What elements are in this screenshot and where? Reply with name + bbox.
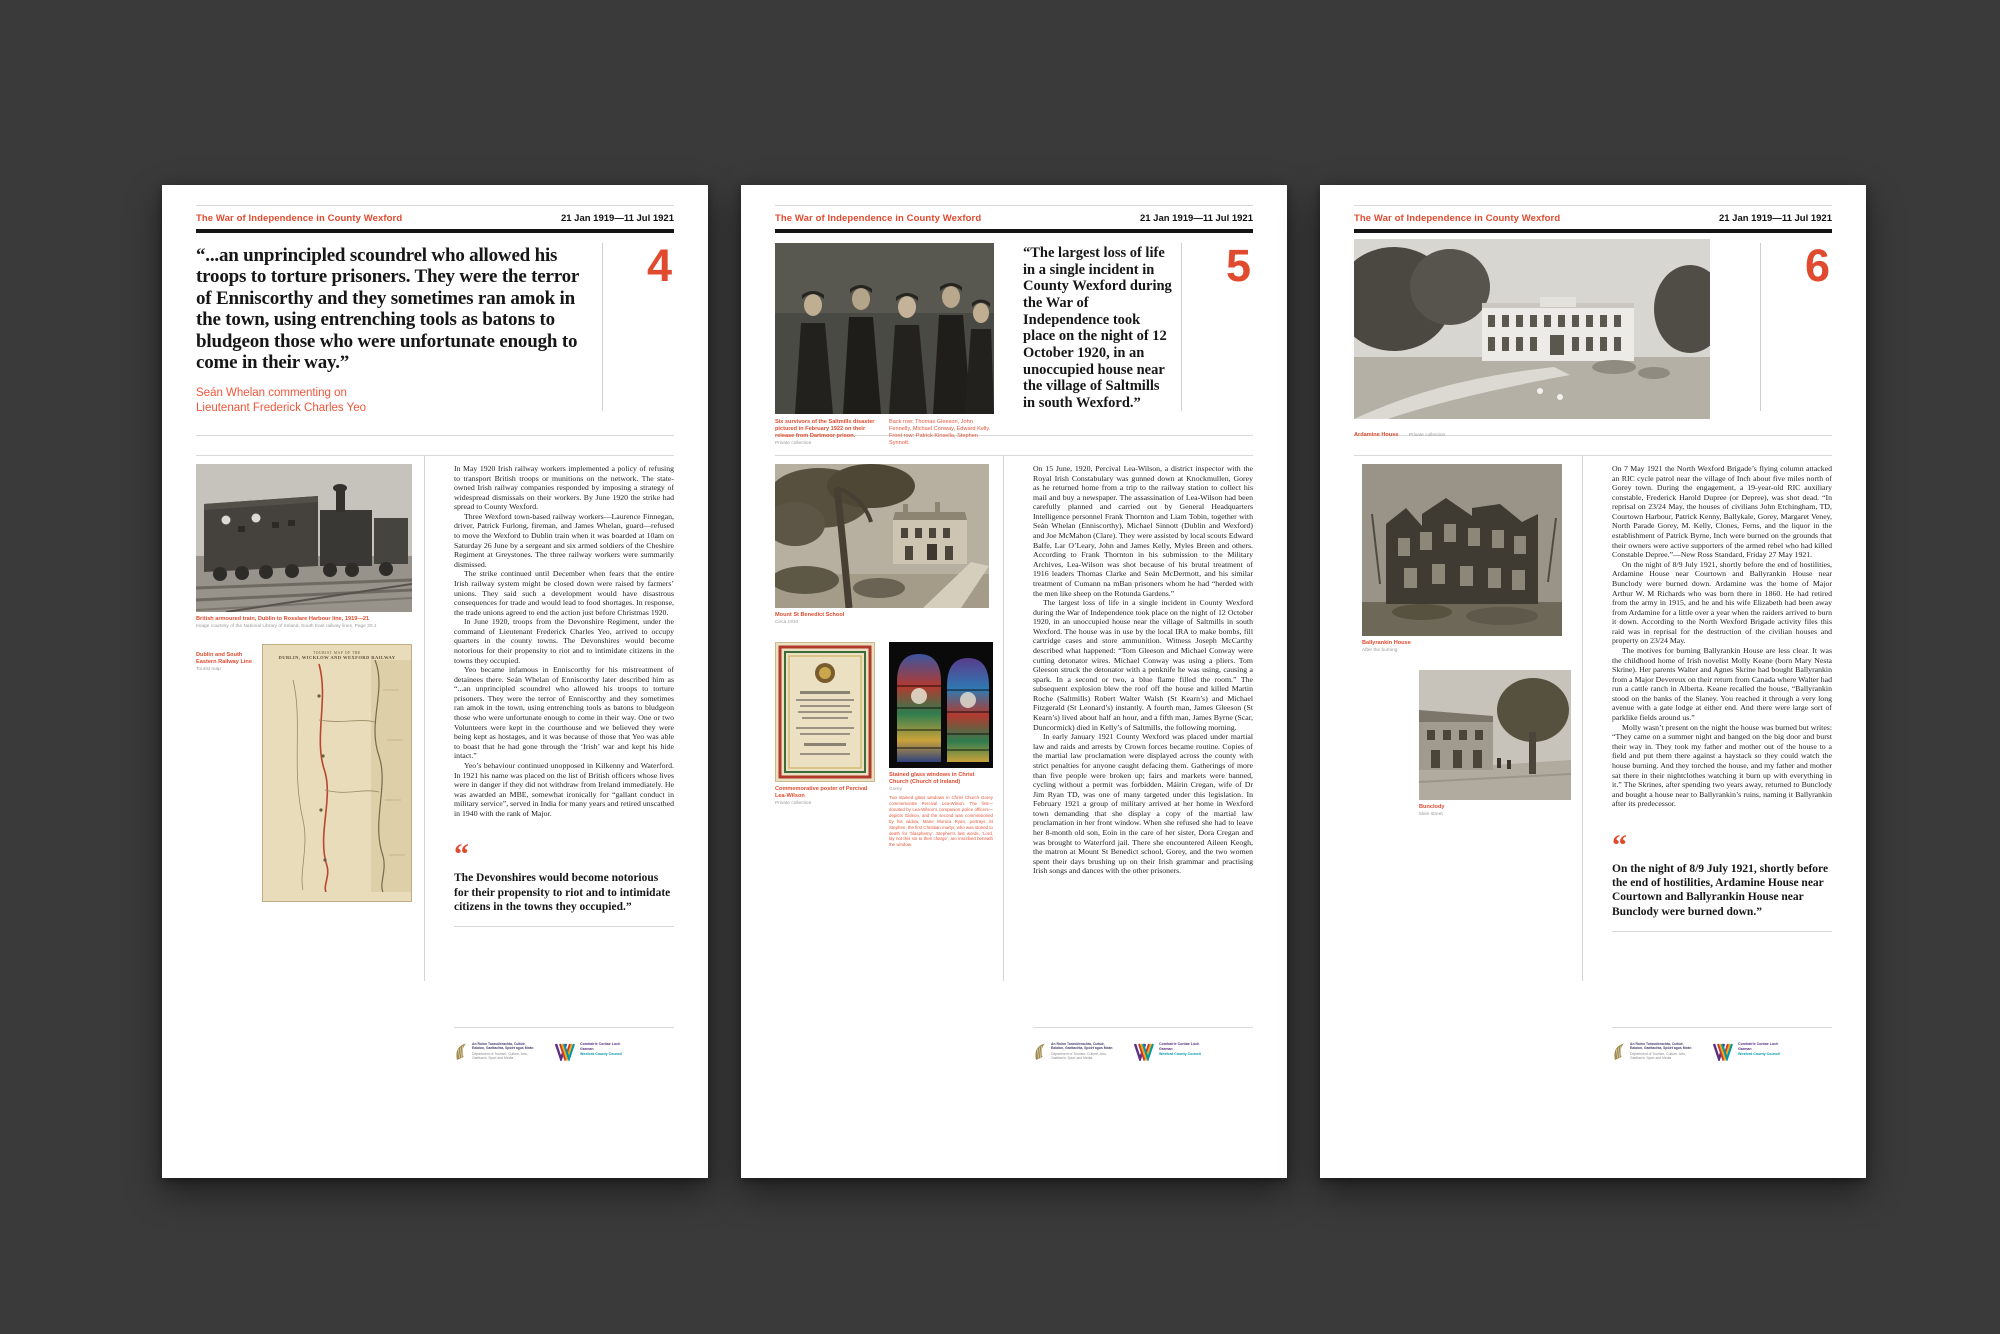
glass-caption: Stained glass windows in Christ Church (Church of Ireland): [889, 771, 975, 785]
dept-logo-text: [1051, 1042, 1117, 1060]
map-caption-block: [196, 648, 254, 673]
tourist-map: [262, 644, 412, 902]
train-caption: British armoured train, Dublin to Rosslare Harbour line, 1919—21: [196, 616, 370, 622]
panel-6: [1320, 185, 1866, 1178]
pull-quote: [454, 838, 674, 927]
column-divider: [1582, 456, 1583, 981]
series-dates: 21 Jan 1919—11 Jul 1921: [560, 213, 674, 224]
body-paragraph: The strike continued until December when fears that the entire Irish railway system might be closed down were raised by farmers’ unions. They said such a development would have disastrous consequences for trade and would lead to food shortages. In response, the trade unions agreed to end the action just before Christmas 1920.: [454, 569, 674, 617]
lea-wilson-poster: [775, 642, 875, 782]
pull-quote-text: On the night of 8/9 July 1921, shortly before the end of hostilities, Ardamine House near Courtown and Ballyrankin House near Bunclody were burned down.”: [1612, 862, 1829, 918]
main-content: [196, 455, 674, 1178]
map-illustration: [263, 660, 411, 892]
body-paragraph: In early January 1921 County Wexford was placed under martial law and raids and arrests by Crown forces became routine. Copies of the martial law proclamation were displayed across the county with strict penalties for anyone caught defacing them. Gatherings of more than five people were broken up; fairs and markets were banned, cycling without a permit was forbidden. Máirin Cregan, wife of Dr Jim Ryan TD, was one of many targeted under this legislation. In February 1921 a group of military arrived at her home in Wexford town demanding that she display a copy of the martial law proclamation in her front window. When she refused she had to leave her 8-month old son, Eoin in the care of her sister, Dora Cregan and was brought to Waterford jail. There she encountered Aileen Keogh, the matron at Mount St Benedict school, Gorey, and the two women spent their days brushing up on their Irish grammar and practising Irish songs and dances with the other prisoners.: [1033, 732, 1253, 876]
group-photo-illustration: [775, 243, 994, 414]
pull-quote-text: The Devonshires would become notorious for their propensity to riot and to intimidate citizens in the towns they occupied.”: [454, 872, 671, 913]
dept-logo-text: [1630, 1042, 1696, 1060]
attribution-line1: Seán Whelan commenting on: [196, 387, 347, 399]
poster-illustration: [776, 643, 874, 781]
body-paragraph: The motives for burning Ballyrankin House are less clear. It was the childhood home of Irish novelist Molly Keane (born Mary Nesta Skrine). Her parents Walter and Agnes Skrine had bought Ballyrankin from a Major Devereux on their return from Canada where Walter had run a cattle ranch in Alberta. Keane recalled the house, “Ballyrankin stood on the banks of the Slaney. You reached it through a very long avenue with a gate lodge at either end. And there were large sort of parklike fields around us.”: [1612, 645, 1832, 723]
map-caption-credit: Tourist map: [196, 666, 221, 672]
ballyrankin-ruins-photo: [1362, 464, 1562, 636]
wcc-logo-text: [1738, 1042, 1786, 1057]
street-caption-credit: Main street: [1419, 811, 1443, 817]
glass-caption-credit: Gorey: [889, 786, 903, 792]
column-divider: [1003, 456, 1004, 981]
map-title-line1: TOURIST MAP OF THE: [313, 650, 361, 655]
harp-icon: [1033, 1042, 1047, 1061]
ruins-caption-credit: After the burning: [1362, 647, 1398, 653]
ruins-caption: Ballyrankin House: [1362, 640, 1411, 646]
wcc-logo-text: [580, 1042, 628, 1057]
photo-captions: [775, 419, 994, 447]
poster-caption: Commemorative poster of Percival Lea-Wilson: [775, 785, 868, 799]
harp-icon: [454, 1042, 468, 1061]
body-paragraph: Three Wexford town-based railway workers—Laurence Finnegan, driver, Patrick Furlong, fireman, and James Whelan, guard—refused to move the Wexford to Dublin train when it was boarded at 10am on Saturday 26 June by a sergeant and six armed soldiers of the Cheshire Regiment at Greystones. The three railway workers were summarily dismissed.: [454, 511, 674, 569]
quote-divider: [1760, 243, 1761, 411]
image-column: [196, 464, 412, 902]
dept-logo: [1612, 1042, 1696, 1061]
pull-quote: [1612, 828, 1832, 932]
dept-logo-text: [472, 1042, 538, 1060]
series-title: The War of Independence in County Wexford: [775, 213, 982, 224]
street-caption: Bunclody: [1419, 803, 1445, 810]
survivors-names-caption: Back row: Thomas Gleeson, John Fennelly, Michael Conway, Edward Kelly. Front row: Patrick Kinsella, Stephen Synnott.: [889, 419, 991, 446]
bunclody-street-photo: [1419, 670, 1571, 800]
panel-number: 6: [1804, 240, 1830, 291]
dept-logo: [454, 1042, 538, 1061]
train-caption-credit: Image courtesy of the National Library of Ireland, South East railway lines, Page 30.1: [196, 623, 377, 629]
series-dates: 21 Jan 1919—11 Jul 1921: [1718, 213, 1832, 224]
quote-attribution: [196, 386, 366, 416]
column-divider: [424, 456, 425, 981]
wexford-council-logo: [1712, 1042, 1786, 1061]
quote-band: [196, 231, 674, 436]
series-dates: 21 Jan 1919—11 Jul 1921: [1139, 213, 1253, 224]
quote-band: [775, 231, 1253, 446]
series-title: The War of Independence in County Wexford: [1354, 213, 1561, 224]
lower-images-row: [775, 642, 991, 848]
quote-mark-icon: “: [454, 838, 469, 872]
body-paragraph: On 7 May 1921 the North Wexford Brigade’s flying column attacked an RIC cycle patrol near the village of Inch about five miles north of Gorey town. During the engagement, a 19-year-old RIC auxiliary constable, Frederick Harold Dupree (or Depree), was shot dead. “In reprisal on 23/24 May, the houses of civilians John Etchingham, TD, Courtown Harbour, Patrick Kenny, Ballykale, Gorey, Margaret Veney, North Parade Gorey, M. Kelly, Clones, Ferns, and the liquor in the establishment of Patrick Byrne, Inch were burned on the grounds that their owners were active supporters of the armed rebel who had killed Constable Depree.”—New Ross Standard, Friday 27 May 1921.: [1612, 464, 1832, 560]
dept-name-irish: An Roinn Turasóireachta, Cultúir, Ealaíon, Gaeltachta, Spóirt agus Meán: [1051, 1042, 1113, 1051]
street-photo-block: [1419, 670, 1571, 818]
attribution-line2: Lieutenant Frederick Charles Yeo: [196, 402, 367, 415]
stained-glass-block: [889, 642, 993, 848]
poster-block: [775, 642, 875, 848]
survivors-caption-credit: Private collection: [775, 440, 812, 446]
body-text-column: [1612, 464, 1832, 932]
main-content: [775, 455, 1253, 1178]
wexford-council-logo: [554, 1042, 628, 1061]
panel-header: [196, 205, 674, 233]
railway-map-block: [196, 644, 412, 902]
panel-footer: [1033, 1027, 1253, 1061]
series-title: The War of Independence in County Wexford: [196, 213, 403, 224]
panel-header: [1354, 205, 1832, 233]
map-title-line2: DUBLIN, WICKLOW AND WEXFORD RAILWAY: [278, 654, 396, 660]
body-text-column: [454, 464, 674, 927]
dept-name-irish: An Roinn Turasóireachta, Cultúir, Ealaíon, Gaeltachta, Spóirt agus Meán: [1630, 1042, 1692, 1051]
body-paragraph: On 15 June, 1920, Percival Lea-Wilson, a district inspector with the Royal Irish Constabulary was gunned down at Knockmullen, Gorey as he returned home from a trip to the railway station to collect his mail and buy a newspaper. The assassination of Lea-Wilson had been carefully planned and carried out by General Headquarters Intelligence personnel Frank Thornton and Liam Tobin, together with Seán Whelan (Enniscorthy), Michael Sinnott (Dublin and Wexford) and Joe McMahon (Clare). They were assisted by local scouts Edward Balfe, Lar O’Leary, John and James Kelly, Myles Breen and others. According to Frank Thornton in his submission to the Military Archives, Lea-Wilson was shot because of his brutal treatment of 1916 leaders Thomas Clarke and Seán McDermott, and his similar treatment of Cumann na mBan prisoners whom he had “herded with the men like sheep on the Rotunda Gardens.”: [1033, 464, 1253, 598]
body-paragraph: On the night of 8/9 July 1921, shortly before the end of hostilities, Ardamine House near Courtown and Ballyrankin House near Bunclody were burned down. Ardamine was the home of Major Arthur W. M Richards who was born there in 1860. He had retired from the army in 1915, and he and his wife Elizabeth had been away from Ardamine for a little over a year when the raiders arrived to burn it down. According to the North Wexford Brigade activity files this raid was in reprisal for the destruction of the civilian houses and property on 23/24 May.: [1612, 559, 1832, 646]
saltmills-survivors-photo: [775, 243, 994, 414]
mount-caption: Mount St Benedict School: [775, 612, 845, 618]
quote-divider: [1181, 243, 1182, 411]
mount-illustration: [775, 464, 989, 608]
quote-mark-icon: “: [1612, 828, 1627, 862]
wcc-name-irish: Comhairle Contae Loch Garman: [1738, 1042, 1779, 1051]
dept-logo: [1033, 1042, 1117, 1061]
wexford-w-icon: [554, 1042, 576, 1061]
map-title: [263, 651, 411, 660]
panel-header: [775, 205, 1253, 233]
map-caption: Dublin and South Eastern Railway Line: [196, 651, 252, 665]
dept-name-english: Department of Tourism, Culture, Arts, Gaeltacht, Sport and Media: [472, 1051, 528, 1060]
dept-name-english: Department of Tourism, Culture, Arts, Gaeltacht, Sport and Media: [1051, 1051, 1107, 1060]
ruins-illustration: [1362, 464, 1562, 636]
glass-description: Two stained glass windows in Christ Church Gorey commemorate Percival Lea-Wilson. The first—donated by Lea-Wilson’s companion police officers—depicts Gideon, and the second was commissioned by his widow, Marie Monica Ryan, portrays St Stephen, the first Christian martyr, who was stoned to death for ‘blasphemy’. Stephen’s last words, ‘Lord, lay not this sin to their charge’, are inscribed beneath the window.: [889, 794, 993, 848]
image-column: [775, 464, 991, 848]
ardamine-illustration: [1354, 239, 1710, 419]
body-text-column: [1033, 464, 1253, 876]
display-quote: “...an unprincipled scoundrel who allowed his troops to torture prisoners. They were the terror of Enniscorthy and they sometimes ran amok in the town, using entrenching tools as batons to bludgeon those who were unfortunate enough to come in their way.”: [196, 245, 579, 374]
wcc-name-english: Wexford County Council: [580, 1052, 622, 1057]
panel-number: 4: [646, 240, 672, 291]
body-paragraph: Yeo’s behaviour continued unopposed in Kilkenny and Waterford. In 1921 his name was placed on the list of British officers whose lives were in danger if they did not withdraw from Ireland immediately. He was awarded an MBE, somewhat ironically for “gallant conduct in military service”, served in India for many years and retired unscathed in 1940 with the rank of Major.: [454, 760, 674, 818]
body-paragraph: Yeo became infamous in Enniscorthy for his mistreatment of detainees there. Seán Whelan of Enniscorthy later described him as “...an unprincipled scoundrel who allowed his troops to torture prisoners. They were the terror of Enniscorthy and they sometimes ran amok in the town, using entrenching tools as batons to bludgeon those who were unfortunate enough to come in their way. One or two Volunteers were kept in the courthouse and we believed they were being kept as hostages, and it was because of those that Yeo was able to boast that he had gone through the ‘Irish’ war and kept his hide intact.”: [454, 665, 674, 761]
survivors-caption: Six survivors of the Saltmills disaster pictured in February 1922 on their release from Dartmoor prison.: [775, 419, 875, 439]
caption-left: [775, 419, 879, 447]
panel-footer: [1612, 1027, 1832, 1061]
stained-glass-illustration: [889, 642, 993, 768]
image-column: [1354, 464, 1570, 818]
body-paragraph: Molly wasn’t present on the night the house was burned but writes: “They came on a summer night and banged on the big door and burst their way in. They took my father and mother out of the house to a field and put them there against a haystack so they could watch the house burning. And they torched the house, and my father and mother sat there in their nightclothes watching it burn up with everything in it.” The Skrines, after spending two years away, returned to Bunclody and bought a house near to Ballyrankin’s ruins, naming it Ballyrankin after its predecessor.: [1612, 722, 1832, 809]
panel-4: [162, 185, 708, 1178]
wcc-name-english: Wexford County Council: [1738, 1052, 1780, 1057]
armoured-train-illustration: [196, 464, 412, 612]
wexford-w-icon: [1712, 1042, 1734, 1061]
poster-caption-credit: Private collection: [775, 800, 812, 806]
house-caption: Ardamine House: [1354, 432, 1399, 438]
body-paragraph: In May 1920 Irish railway workers implemented a policy of refusing to transport British troops or munitions on the network. The state-owned Irish railway companies responded by imposing a strategy of widespread dismissals on their workers. By June 1920 the strike had spread to County Wexford.: [454, 464, 674, 512]
mount-st-benedict-photo: [775, 464, 989, 608]
panel-number: 5: [1225, 240, 1251, 291]
display-quote: “The largest loss of life in a single incident in County Wexford during the War of Independence took place on the night of 12 October 1920, in an unoccupied house near the village of Saltmills in south Wexford.”: [1023, 245, 1172, 412]
house-caption-credit: Private collection: [1408, 433, 1446, 438]
wexford-w-icon: [1133, 1042, 1155, 1061]
armoured-train-photo: [196, 464, 412, 612]
mount-caption-credit: Circa 1910: [775, 619, 799, 625]
street-illustration: [1419, 670, 1571, 800]
wcc-logo-text: [1159, 1042, 1207, 1057]
ardamine-house-photo: [1354, 239, 1710, 419]
dept-name-irish: An Roinn Turasóireachta, Cultúir, Ealaíon, Gaeltachta, Spóirt agus Meán: [472, 1042, 534, 1051]
wcc-name-irish: Comhairle Contae Loch Garman: [1159, 1042, 1200, 1051]
caption-right: [889, 419, 994, 447]
dept-name-english: Department of Tourism, Culture, Arts, Gaeltacht, Sport and Media: [1630, 1051, 1686, 1060]
wcc-name-english: Wexford County Council: [1159, 1052, 1201, 1057]
body-paragraph: In June 1920, troops from the Devonshire Regiment, under the command of Lieutenant Frederick Charles Yeo, arrived to occupy quarters in the county towns. The Devonshires would become notorious for their propensity to riot and to intimidate citizens in the towns they occupied.: [454, 617, 674, 665]
stained-glass-photo: [889, 642, 993, 768]
wcc-name-irish: Comhairle Contae Loch Garman: [580, 1042, 621, 1051]
wexford-council-logo: [1133, 1042, 1207, 1061]
quote-divider: [602, 243, 603, 411]
quote-band: [1354, 231, 1832, 436]
panel-5: [741, 185, 1287, 1178]
panel-footer: [454, 1027, 674, 1061]
main-content: [1354, 455, 1832, 1178]
body-paragraph: The largest loss of life in a single incident in County Wexford during the War of Independence took place on the night of 12 October 1920, in an unoccupied house near the village of Saltmills in south Wexford. The house was in use by the local IRA to make bombs, fill cartridge cases and store ammunition. Witness Joseph McCarthy described what happened: “Tom Gleeson and Michael Conway were cutting detonator wires. Michael Conway was using a pliers. Tom Gleeson struck the detonator with a penknife he was using, causing a spark. In a second or two, a blue flame filled the room.” The subsequent explosion blew the roof off the house and killed Martin Roche (Saltmills) Robert Walter Walsh (St Kearn’s) and Michael Fitzgerald (St Leonard’s) instantly. A fourth man, James Gleeson (St Kearn’s) lived about half an hour, and a fifth man, James Byrne (Scar, Duncormick) died in Kelly’s of Saltmills, the following morning.: [1033, 598, 1253, 732]
harp-icon: [1612, 1042, 1626, 1061]
house-caption-block: [1354, 423, 1445, 441]
